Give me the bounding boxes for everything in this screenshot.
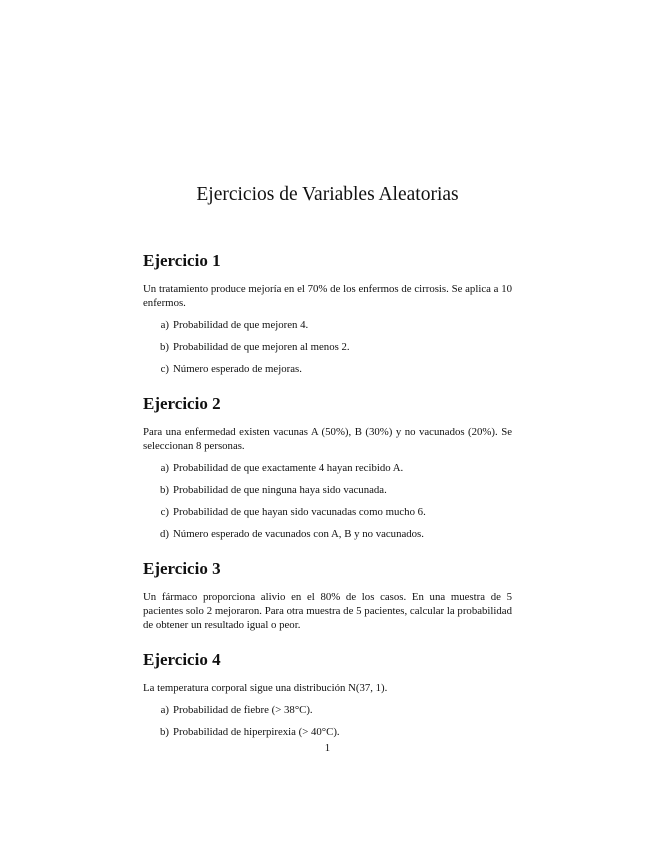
list-item [143, 362, 512, 376]
item-text: Probabilidad de que mejoren 4. [173, 319, 309, 331]
list-item [143, 505, 512, 519]
item-text: Número esperado de mejoras. [173, 363, 302, 375]
list-item [143, 527, 512, 541]
item-marker: b) [160, 726, 169, 738]
item-text: Probabilidad de que exactamente 4 hayan recibido A. [173, 462, 404, 474]
section-heading: Ejercicio 4 [143, 650, 221, 669]
item-text: Número esperado de vacunados con A, B y no vacunados. [173, 528, 424, 540]
list-item [143, 483, 512, 497]
page-number: 1 [324, 742, 331, 754]
section-ejercicio-4 [143, 649, 512, 739]
section-heading: Ejercicio 1 [143, 251, 221, 270]
list-item [143, 461, 512, 475]
list-item [143, 725, 512, 739]
section-ejercicio-3 [143, 558, 512, 632]
document-title: Ejercicios de Variables Aleatorias [196, 184, 459, 206]
section-intro: Un fármaco proporciona alivio en el 80% de los casos. En una muestra de 5 pacientes solo 2 mejoraron. Para otra muestra de 5 pacientes, calcular la probabilidad de obtener un resultado igual o peor. [143, 591, 512, 631]
item-text: Probabilidad de que ninguna haya sido vacunada. [173, 484, 387, 496]
section-intro: La temperatura corporal sigue una distribución N(37, 1). [143, 682, 388, 694]
section-ejercicio-2 [143, 393, 512, 541]
item-marker: b) [160, 484, 169, 496]
item-text: Probabilidad de que hayan sido vacunadas como mucho 6. [173, 506, 426, 518]
section-ejercicio-1 [143, 250, 512, 376]
item-marker: a) [160, 319, 169, 331]
item-marker: c) [160, 506, 169, 518]
section-intro: Para una enfermedad existen vacunas A (50%), B (30%) y no vacunados (20%). Se seleccionan 8 personas. [143, 426, 512, 452]
item-marker: d) [160, 528, 169, 540]
item-marker: a) [160, 462, 169, 474]
item-marker: a) [160, 704, 169, 716]
section-heading: Ejercicio 2 [143, 394, 221, 413]
item-list [143, 703, 512, 739]
item-list [143, 461, 512, 541]
item-marker: b) [160, 341, 169, 353]
document-body [143, 250, 512, 747]
item-list [143, 318, 512, 376]
section-intro: Un tratamiento produce mejoría en el 70% de los enfermos de cirrosis. Se aplica a 10 enfermos. [143, 283, 512, 309]
item-text: Probabilidad de que mejoren al menos 2. [173, 341, 350, 353]
section-heading: Ejercicio 3 [143, 559, 221, 578]
list-item [143, 340, 512, 354]
item-marker: c) [160, 363, 169, 375]
list-item [143, 318, 512, 332]
item-text: Probabilidad de fiebre (> 38°C). [173, 704, 313, 716]
list-item [143, 703, 512, 717]
item-text: Probabilidad de hiperpirexia (> 40°C). [173, 726, 340, 738]
